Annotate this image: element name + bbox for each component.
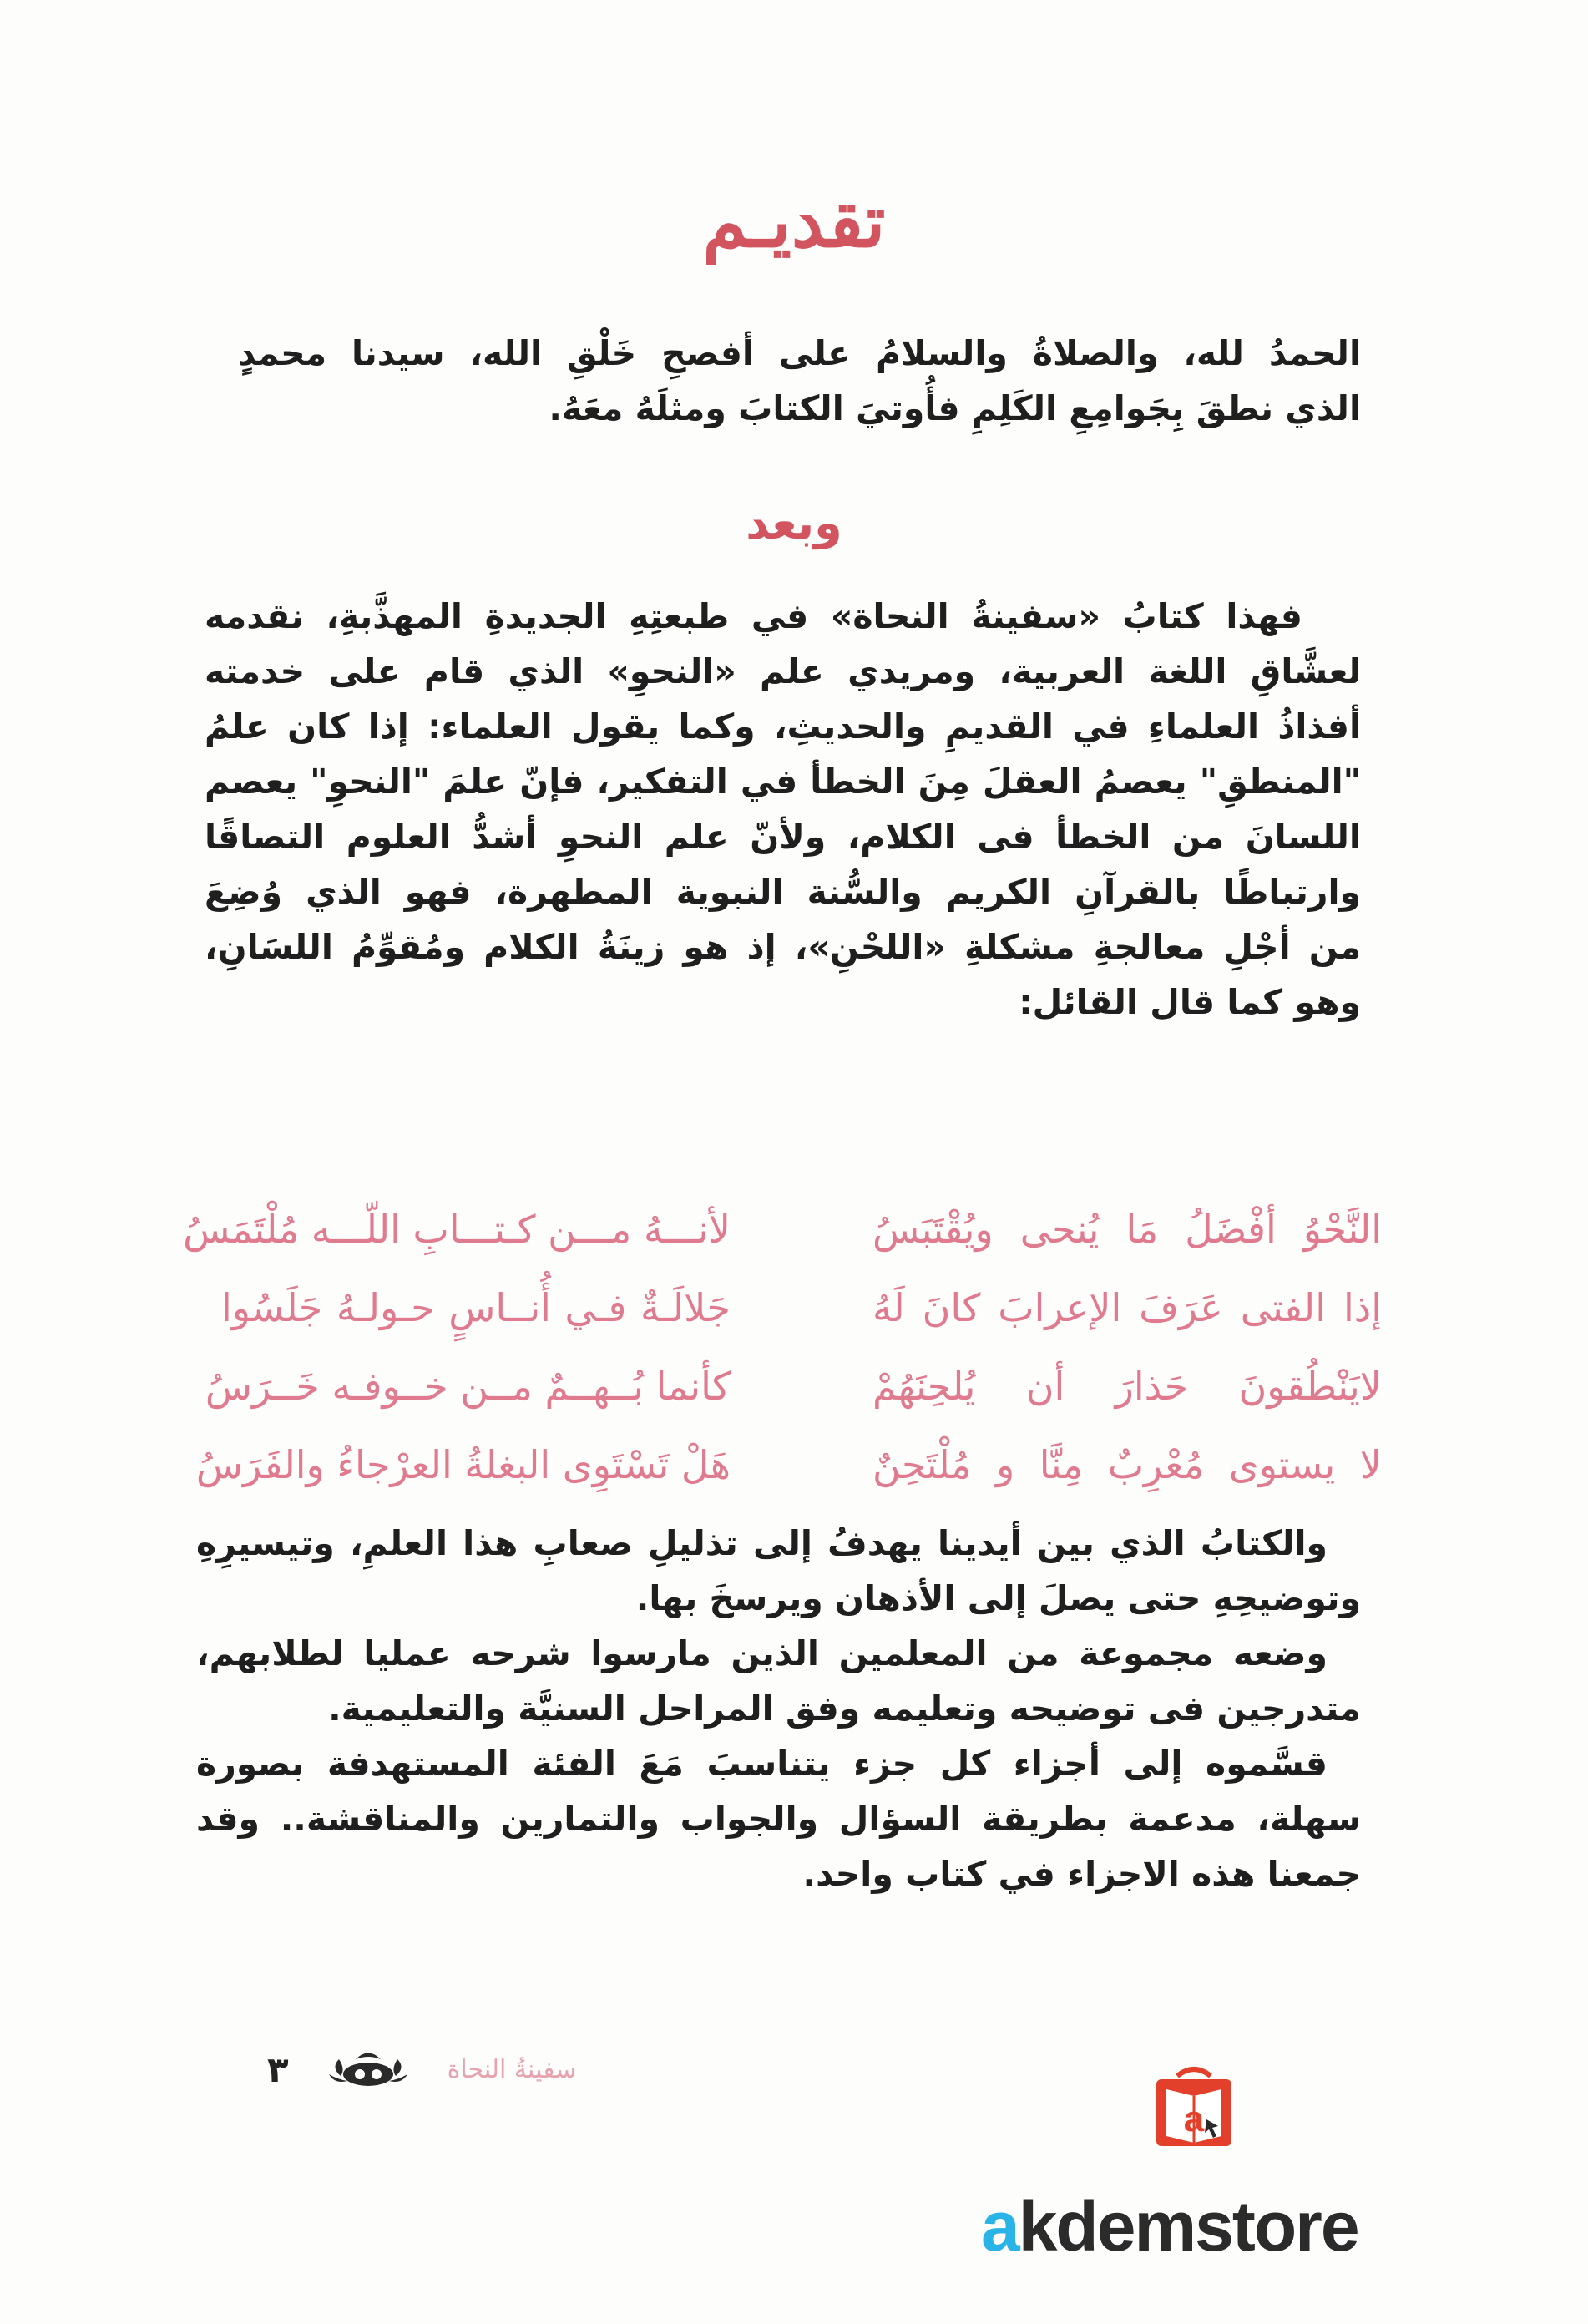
verse-first-hemistich: لا يستوى مُعْرِبٌ مِنَّا و مُلْتَحِنٌ — [872, 1442, 1382, 1487]
verse-second-hemistich: هَلْ تَسْتَوِى البغلةُ العرْجاءُ والفَرَسُ — [195, 1442, 731, 1487]
closing-line: سهلة، مدعمة بطريقة السؤال والجواب والتمارين والمناقشة.. وقد — [196, 1799, 1361, 1839]
page-title: تقديـم — [702, 180, 886, 264]
intro-line: الذي نطقَ بِجَوامِعِ الكَلِمِ فأُوتيَ الكتابَ ومثلَهُ معَهُ. — [549, 388, 1361, 428]
verse-first-hemistich: لايَنْطُقونَ حَذارَ أن يُلحِنَهُمْ — [872, 1364, 1382, 1409]
book-name: سفينةُ النحاة — [447, 2054, 577, 2084]
body-line: وارتباطًا بالقرآنِ الكريم والسُّنة النبوية المطهرة، فهو الذي وُضِعَ — [205, 872, 1361, 912]
store-logo — [981, 2061, 1415, 2266]
body-line: "المنطقِ" يعصمُ العقلَ مِنَ الخطأ في التفكير، فإنّ علمَ "النحوِ" يعصم — [205, 762, 1361, 802]
intro-line: الحمدُ لله، والصلاةُ والسلامُ على أفصحِ خَلْقِ الله، سيدنا محمدٍ — [238, 333, 1361, 373]
section-subheading: وبعد — [746, 497, 842, 549]
logo-first-letter: a — [981, 2187, 1019, 2266]
closing-line: قسَّموه إلى أجزاء كل جزء يتناسبَ مَعَ الفئة المستهدفة بصورة — [196, 1744, 1328, 1784]
poem-verse — [205, 1347, 1382, 1425]
poem-verse — [221, 1268, 1382, 1347]
ornament-icon — [322, 2043, 414, 2096]
verse-first-hemistich: النَّحْوُ أفْضَلُ مَا يُنحى ويُقْتَبَسُ — [872, 1207, 1382, 1252]
body-line: فهذا كتابُ «سفينةُ النحاة» في طبعتِهِ الجديدةِ المهذَّبةِ، نقدمه — [205, 596, 1302, 636]
verse-second-hemistich: جَلالَـةٌ فـي أُنــاسٍ حـولـهُ جَلَسُوا — [221, 1285, 731, 1330]
poem-verse — [183, 1190, 1382, 1268]
body-line: وهو كما قال القائل: — [1019, 982, 1361, 1022]
book-cart-icon — [1148, 2061, 1240, 2153]
page-number: ٣ — [267, 2048, 289, 2090]
logo-wordmark-rest: kdemstore — [1018, 2187, 1358, 2266]
closing-line: جمعنا هذه الاجزاء في كتاب واحد. — [802, 1854, 1361, 1894]
body-line: من أجْلِ معالجةِ مشكلةِ «اللحْنِ»، إذ هو زينَةُ الكلام ومُقوِّمُ اللسَانِ، — [205, 927, 1361, 967]
closing-line: متدرجين فى توضيحه وتعليمه وفق المراحل السنيَّة والتعليمية. — [328, 1689, 1361, 1729]
body-line: لعشَّاقِ اللغة العربية، ومريدي علم «النحوِ» الذي قام على خدمته — [205, 651, 1361, 691]
closing-line: وتوضيحِهِ حتى يصلَ إلى الأذهان ويرسخَ بها. — [635, 1578, 1361, 1618]
verse-second-hemistich: لأنـــهُ مـــن كـتـــابِ اللّـــه مُلْتَمَسُ — [183, 1207, 731, 1252]
body-line: اللسانَ من الخطأ فى الكلام، ولأنّ علم النحوِ أشدُّ العلوم التصاقًا — [205, 817, 1361, 857]
logo-badge-letter: a — [1183, 2099, 1205, 2139]
closing-line: وضعه مجموعة من المعلمين الذين مارسوا شرحه عمليا لطلابهم، — [196, 1633, 1328, 1673]
verse-first-hemistich: إذا الفتى عَرَفَ الإعرابَ كانَ لَهُ — [872, 1285, 1382, 1330]
poem-verse — [195, 1425, 1382, 1504]
verse-second-hemistich: كأنما بُــهــمٌ مــن خــوفـه خَــرَسُ — [205, 1364, 731, 1409]
closing-paragraph — [196, 1516, 1361, 1901]
closing-line: والكتابُ الذي بين أيدينا يهدفُ إلى تذليلِ صعابِ هذا العلمِ، وتيسيرِهِ — [196, 1523, 1328, 1563]
page-footer — [267, 2036, 576, 2103]
intro-paragraph — [238, 326, 1361, 436]
logo-wordmark — [981, 2186, 1358, 2267]
body-line: أفذاذُ العلماءِ في القديمِ والحديثِ، وكما يقول العلماء: إذا كان علمُ — [205, 706, 1361, 747]
body-paragraph — [205, 589, 1361, 1030]
poem-verses — [183, 1190, 1382, 1504]
